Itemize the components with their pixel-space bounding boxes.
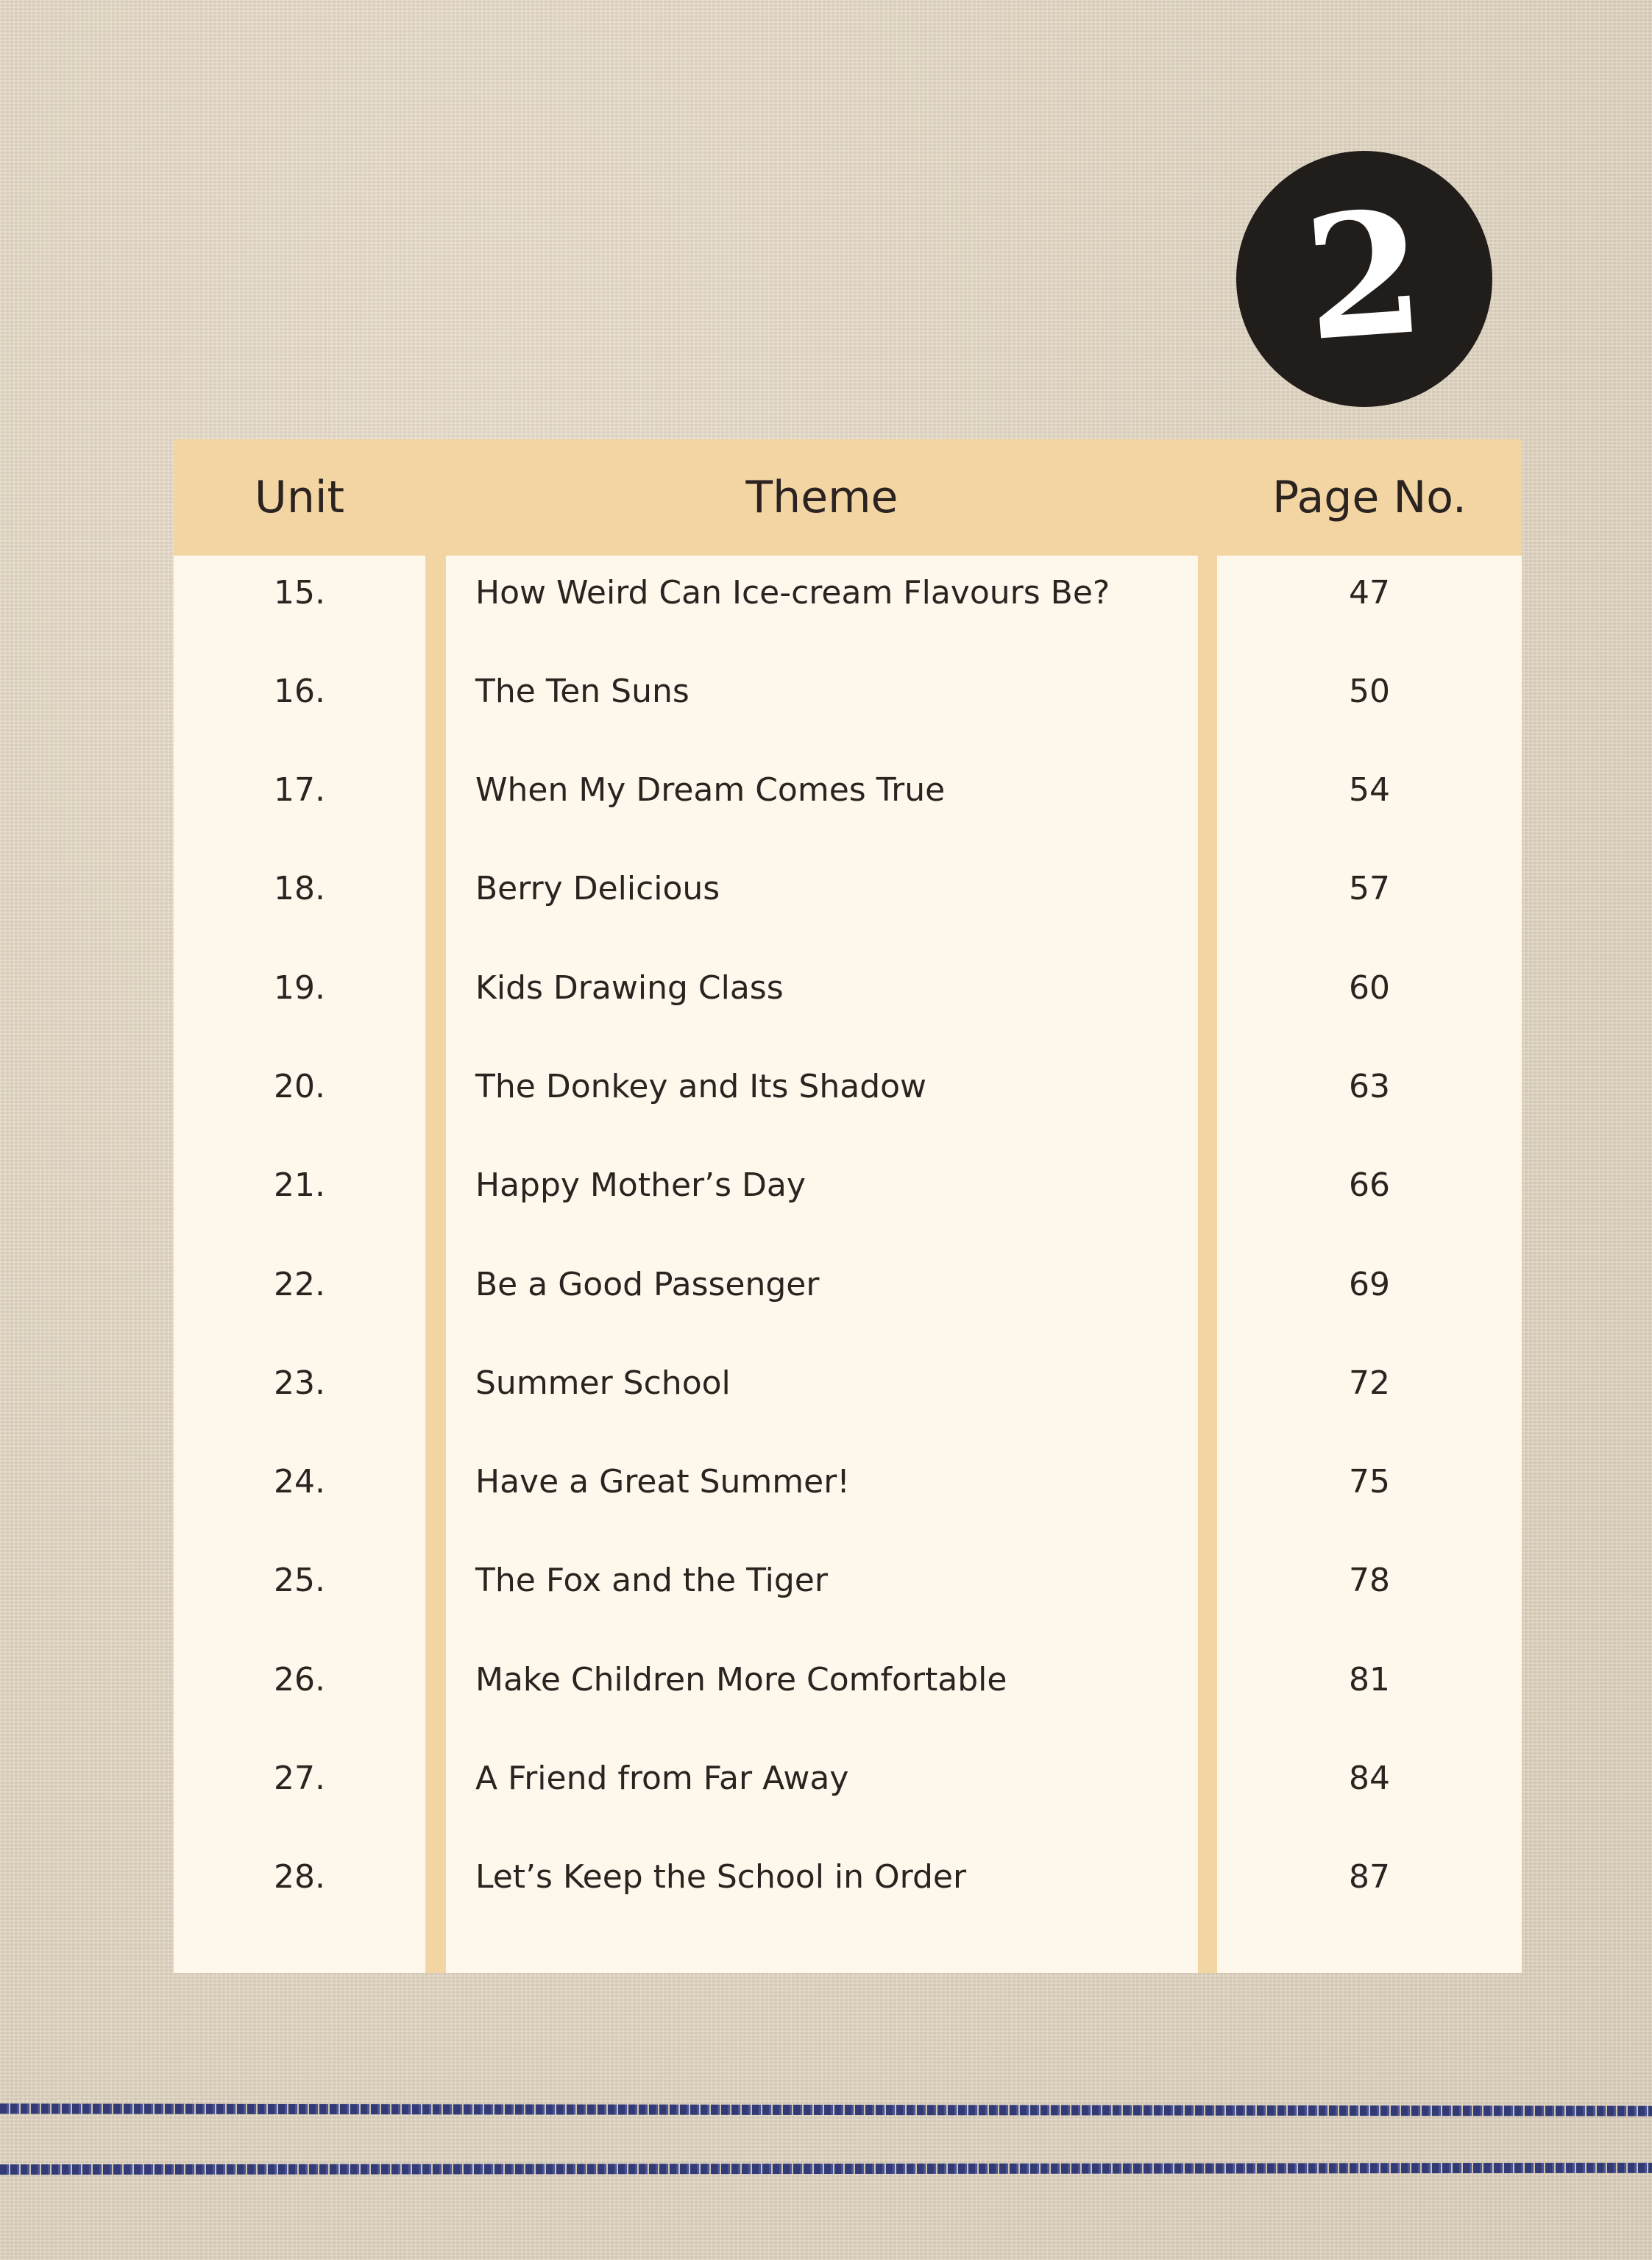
theme-title: A Friend from Far Away [475,1760,849,1798]
theme-title: Happy Mother’s Day [475,1166,806,1205]
unit-number: 20. [274,1067,325,1105]
page-number: 72 [1349,1364,1390,1402]
theme-title: Make Children More Comfortable [475,1660,1007,1698]
table-row [174,1149,1522,1247]
table-header [174,439,1522,556]
unit-number: 27. [274,1760,325,1798]
header-page-no: Page No. [1272,472,1467,523]
theme-title: When My Dream Comes True [475,771,946,810]
theme-title: Have a Great Summer! [475,1463,850,1501]
page-number: 87 [1349,1858,1390,1896]
table-row [174,1742,1522,1841]
unit-number: 15. [274,573,325,612]
page-number: 47 [1349,573,1390,612]
theme-title: The Ten Suns [475,672,689,710]
table-row [174,951,1522,1049]
table-row [174,754,1522,852]
table-row [174,1445,1522,1544]
page-number: 75 [1349,1463,1390,1501]
unit-number: 23. [274,1364,325,1402]
table-row [174,556,1522,654]
unit-number: 16. [274,672,325,710]
page-number: 54 [1349,771,1390,810]
unit-number: 18. [274,870,325,908]
table-row [174,852,1522,951]
table-row [174,1643,1522,1741]
page-number: 60 [1349,968,1390,1007]
theme-title: Be a Good Passenger [475,1265,820,1303]
cloth-stripe-upper [0,2103,1652,2116]
table-row [174,1346,1522,1445]
theme-title: Berry Delicious [475,870,720,908]
section-number: 2 [1298,172,1431,380]
unit-number: 28. [274,1858,325,1896]
theme-title: Kids Drawing Class [475,968,784,1007]
page-number: 84 [1349,1760,1390,1798]
table-row [174,654,1522,753]
table-rows [174,556,1522,1939]
header-theme: Theme [745,472,898,523]
unit-number: 25. [274,1562,325,1600]
table-row [174,1049,1522,1148]
page-number: 50 [1349,672,1390,710]
table-row [174,1841,1522,1939]
table-row [174,1247,1522,1346]
theme-title: Summer School [475,1364,731,1402]
section-number-badge [1236,151,1492,407]
unit-number: 26. [274,1660,325,1698]
unit-number: 22. [274,1265,325,1303]
table-row [174,1544,1522,1643]
theme-title: How Weird Can Ice-cream Flavours Be? [475,573,1110,612]
page-number: 81 [1349,1660,1390,1698]
header-unit: Unit [254,472,345,523]
unit-number: 24. [274,1463,325,1501]
contents-table [174,439,1522,1973]
theme-title: The Fox and the Tiger [475,1562,828,1600]
unit-number: 19. [274,968,325,1007]
page-number: 69 [1349,1265,1390,1303]
page-number: 78 [1349,1562,1390,1600]
cloth-stripe-lower [0,2163,1652,2175]
page-number: 57 [1349,870,1390,908]
theme-title: The Donkey and Its Shadow [475,1067,927,1105]
page-number: 63 [1349,1067,1390,1105]
theme-title: Let’s Keep the School in Order [475,1858,967,1896]
unit-number: 21. [274,1166,325,1205]
page-number: 66 [1349,1166,1390,1205]
unit-number: 17. [274,771,325,810]
